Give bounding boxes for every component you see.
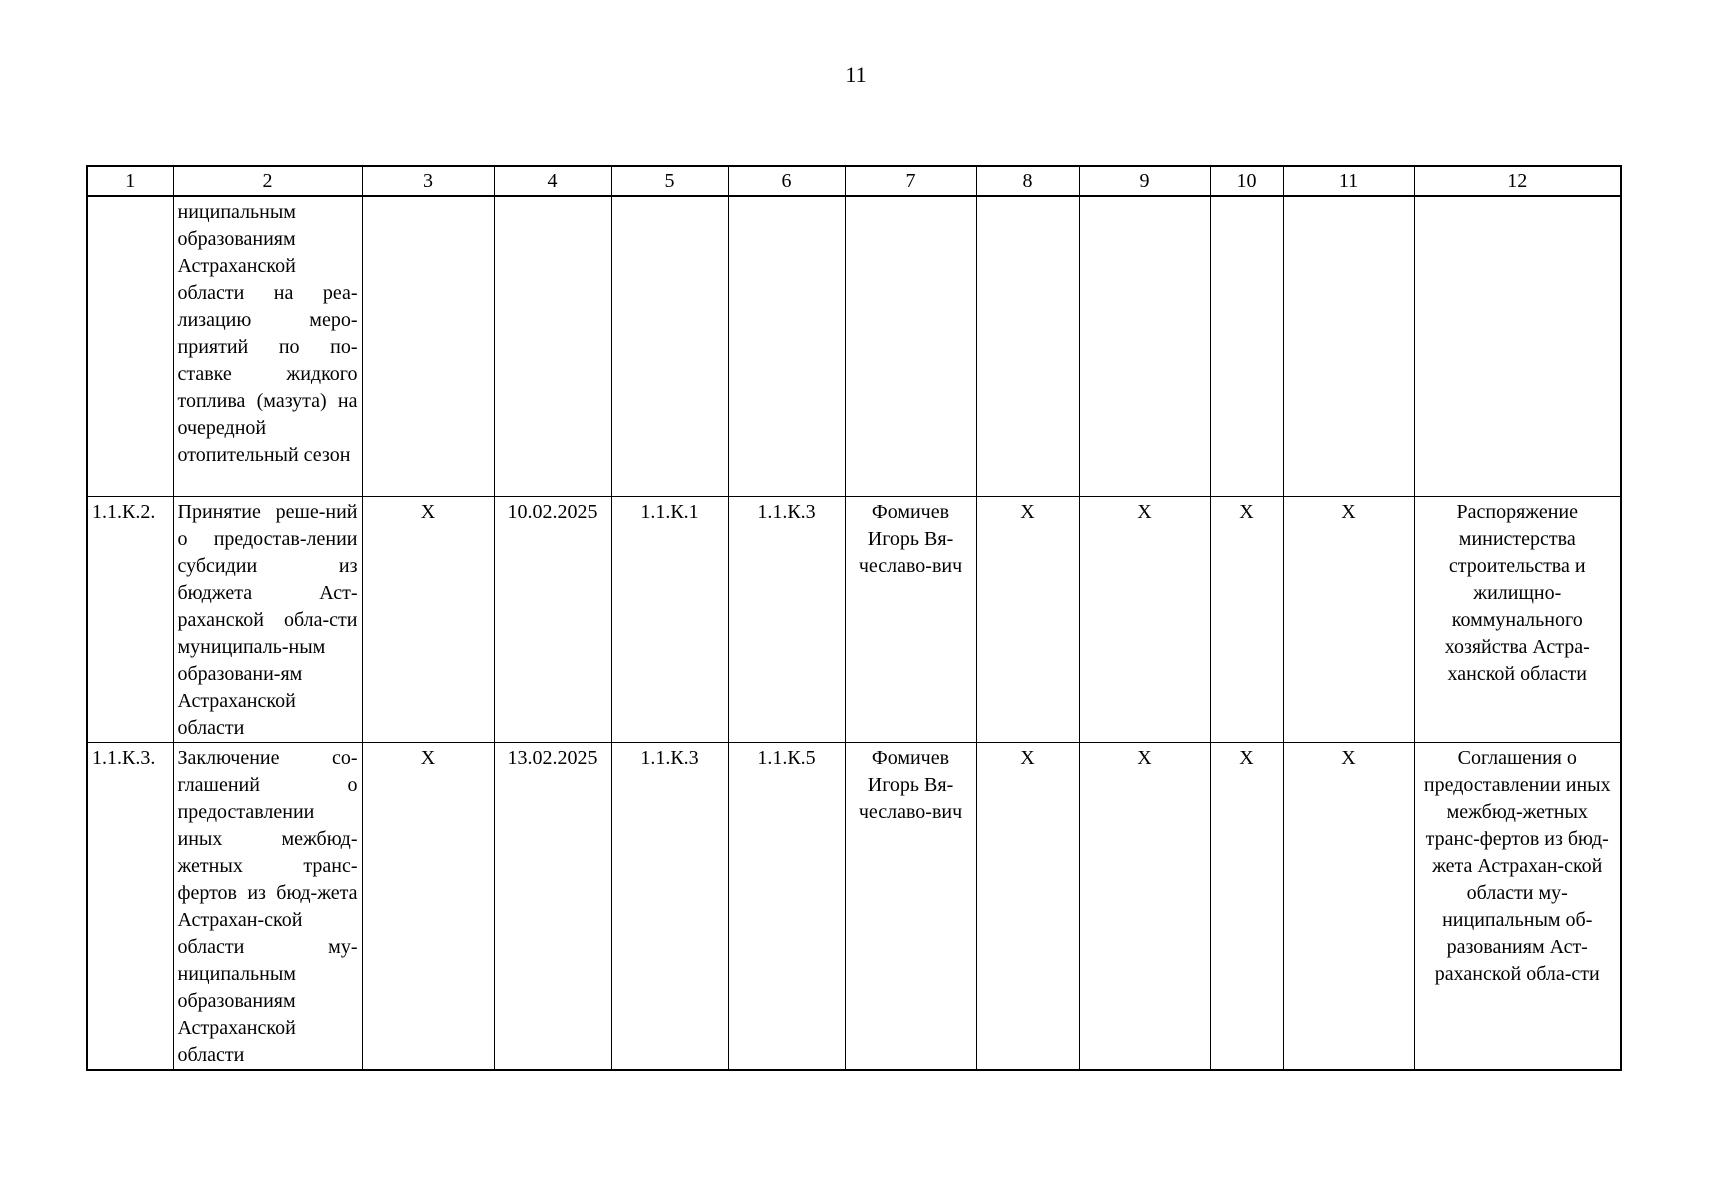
table-cell bbox=[728, 196, 845, 496]
table-cell bbox=[1210, 196, 1283, 496]
table-cell: 1.1.К.3 bbox=[611, 742, 728, 1070]
table-cell bbox=[1283, 196, 1414, 496]
column-header: 1 bbox=[87, 166, 173, 196]
table-cell: 1.1.К.1 bbox=[611, 496, 728, 742]
table-cell: 1.1.К.5 bbox=[728, 742, 845, 1070]
table-cell: X bbox=[1283, 496, 1414, 742]
table-cell bbox=[976, 196, 1079, 496]
column-header: 3 bbox=[362, 166, 494, 196]
table-cell bbox=[87, 196, 173, 496]
table-cell: 13.02.2025 bbox=[494, 742, 611, 1070]
table-cell: X bbox=[362, 496, 494, 742]
column-header: 8 bbox=[976, 166, 1079, 196]
table-cell: X bbox=[1210, 496, 1283, 742]
table-cell: X bbox=[1079, 496, 1210, 742]
table-cell: Распоряжение министерства строительства и жилищно-коммунального хозяйства Астра-ханской области bbox=[1414, 496, 1621, 742]
table-cell bbox=[1079, 196, 1210, 496]
column-header: 11 bbox=[1283, 166, 1414, 196]
table-cell: Соглашения о предоставлении иных межбюд-жетных транс-фертов из бюд-жета Астрахан-ской области му-ниципальным об-разованиям Аст-раханской обла-сти bbox=[1414, 742, 1621, 1070]
column-header: 6 bbox=[728, 166, 845, 196]
table-cell bbox=[845, 196, 976, 496]
table-cell bbox=[494, 196, 611, 496]
table-row bbox=[87, 496, 1621, 742]
column-header: 2 bbox=[173, 166, 362, 196]
table-cell: X bbox=[362, 742, 494, 1070]
column-header: 12 bbox=[1414, 166, 1621, 196]
table-cell bbox=[1414, 196, 1621, 496]
column-header: 5 bbox=[611, 166, 728, 196]
schedule-table bbox=[86, 165, 1622, 1071]
table-cell: Заключение со-глашений о предоставлении иных межбюд-жетных транс-фертов из бюд-жета Астрахан-ской области му-ниципальным образованиям Астраханской области bbox=[173, 742, 362, 1070]
column-header: 10 bbox=[1210, 166, 1283, 196]
table-row bbox=[87, 742, 1621, 1070]
table-cell: 1.1.К.3 bbox=[728, 496, 845, 742]
column-header: 7 bbox=[845, 166, 976, 196]
table-cell: X bbox=[976, 742, 1079, 1070]
table-cell: 1.1.К.3. bbox=[87, 742, 173, 1070]
table-cell: Фомичев Игорь Вя-чеславо-вич bbox=[845, 742, 976, 1070]
table-cell: 10.02.2025 bbox=[494, 496, 611, 742]
table-cell: X bbox=[976, 496, 1079, 742]
table-cell: X bbox=[1210, 742, 1283, 1070]
table-cell bbox=[362, 196, 494, 496]
table-cell: X bbox=[1079, 742, 1210, 1070]
table-row bbox=[87, 196, 1621, 496]
table-cell: ниципальным образованиям Астраханской области на реа-лизацию меро-приятий по по-ставке жидкого топлива (мазута) на очередной отопительный сезон bbox=[173, 196, 362, 496]
table-cell: Принятие реше-ний о предостав-лении субсидии из бюджета Аст-раханской обла-сти муниципаль-ным образовани-ям Астраханской области bbox=[173, 496, 362, 742]
column-header: 4 bbox=[494, 166, 611, 196]
table-cell: X bbox=[1283, 742, 1414, 1070]
table-cell bbox=[611, 196, 728, 496]
table-cell: Фомичев Игорь Вя-чеславо-вич bbox=[845, 496, 976, 742]
page-number: 11 bbox=[845, 62, 867, 87]
table-cell: 1.1.К.2. bbox=[87, 496, 173, 742]
column-header: 9 bbox=[1079, 166, 1210, 196]
header-row bbox=[87, 166, 1621, 196]
